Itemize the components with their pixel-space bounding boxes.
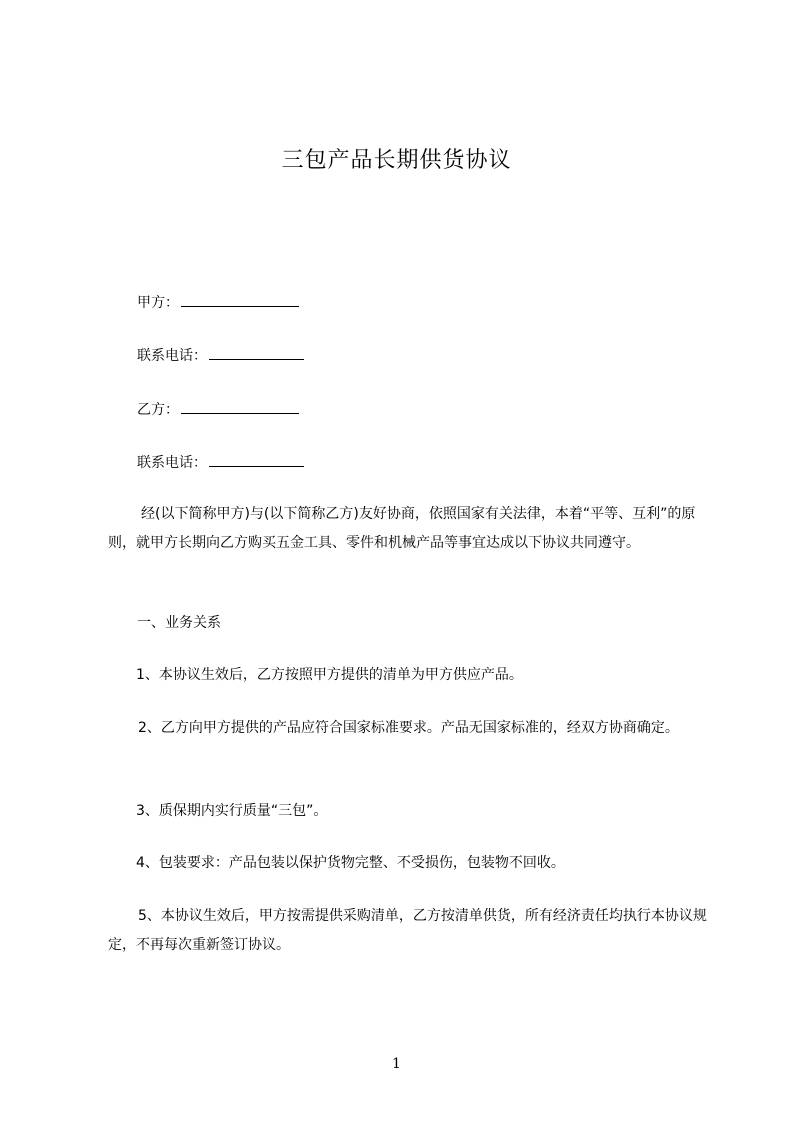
party-b-blank[interactable] [181,401,299,414]
party-a-phone-label: 联系电话： [137,348,207,364]
party-a-field [137,292,299,312]
clause-1: 1、本协议生效后，乙方按照甲方提供的清单为甲方供应产品。 [136,667,523,683]
clause-5: 5、本协议生效后，甲方按需提供采购清单，乙方按清单供货，所有经济责任均执行本协议规定，不再每次重新签订协议。 [108,908,707,953]
party-b-phone-field [137,452,304,472]
clause-4: 4、包装要求：产品包装以保护货物完整、不受损伤，包装物不回收。 [136,855,565,871]
party-b-label: 乙方： [137,402,179,418]
section-heading-business: 一、业务关系 [137,615,221,631]
clause-2: 2、乙方向甲方提供的产品应符合国家标准要求。产品无国家标准的，经双方协商确定。 [138,720,679,736]
party-a-phone-blank[interactable] [209,347,304,360]
party-a-blank[interactable] [181,294,299,307]
party-b-phone-blank[interactable] [209,454,304,467]
party-b-phone-label: 联系电话： [137,455,207,471]
document-title: 三包产品长期供货协议 [281,148,512,173]
clause-3: 3、质保期内实行质量“三包”。 [136,803,328,819]
party-b-field [137,399,299,419]
page-number: 1 [392,1056,401,1072]
party-a-phone-field [137,345,304,365]
intro-paragraph: 经(以下简称甲方)与(以下简称乙方)友好协商，依照国家有关法律，本着“平等、互利”的原则，就甲方长期向乙方购买五金工具、零件和机械产品等事宜达成以下协议共同遵守。 [108,506,696,551]
party-a-label: 甲方： [137,295,179,311]
